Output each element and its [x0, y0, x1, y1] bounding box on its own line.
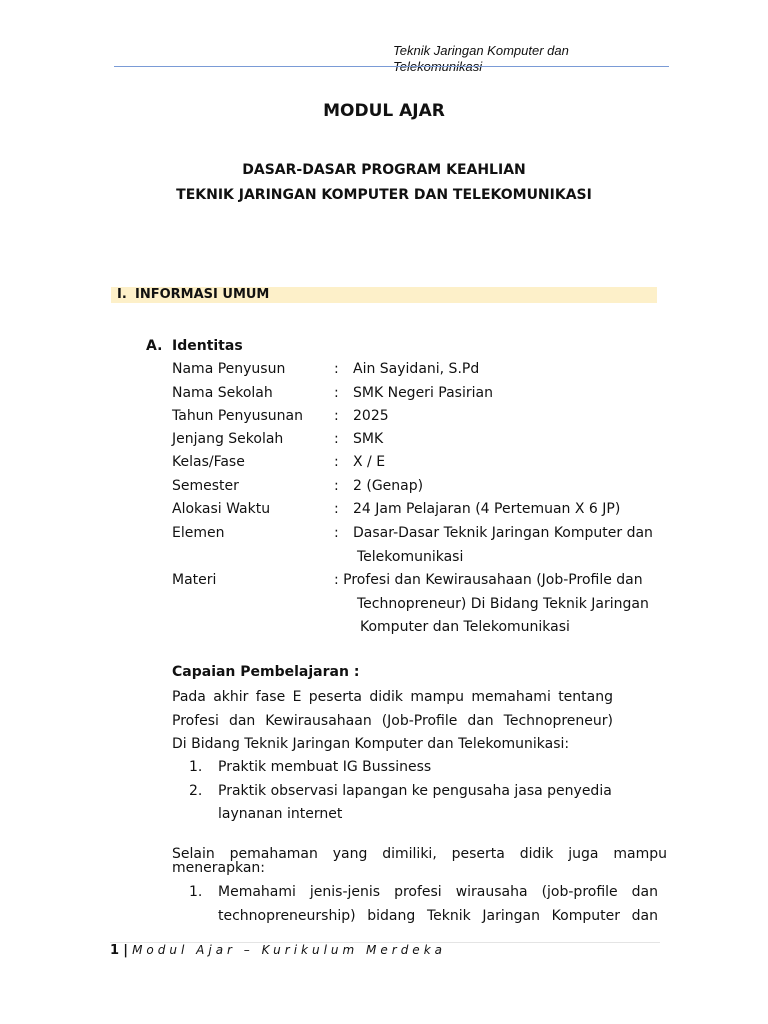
capaian-heading: Capaian Pembelajaran :	[172, 664, 360, 680]
selain-paragraph-line-1: Selain pemahaman yang dimiliki, peserta didik juga mampu	[172, 846, 667, 862]
list-item-continuation: technopreneurship) bidang Teknik Jaringan Komputer dan	[218, 908, 658, 924]
identitas-label: Kelas/Fase	[172, 454, 245, 470]
elemen-label: Elemen	[172, 525, 225, 541]
subsection-heading: Identitas	[172, 338, 243, 354]
capaian-paragraph-line-1: Pada akhir fase E peserta didik mampu memahami tentang	[172, 689, 613, 705]
list-item-number: 1.	[189, 759, 203, 775]
identitas-colon: :	[334, 431, 339, 447]
identitas-value: SMK Negeri Pasirian	[353, 385, 493, 401]
elemen-value-line-1: Dasar-Dasar Teknik Jaringan Komputer dan	[353, 525, 653, 541]
identitas-colon: :	[334, 525, 339, 541]
identitas-colon: :	[334, 385, 339, 401]
list-item-number: 2.	[189, 783, 203, 799]
page-footer	[110, 943, 446, 958]
footer-separator: |	[123, 943, 128, 958]
identitas-value: 2 (Genap)	[353, 478, 424, 494]
identitas-value: Ain Sayidani, S.Pd	[353, 361, 480, 377]
section-heading-bar	[111, 287, 657, 303]
materi-value-line-1: : Profesi dan Kewirausahaan (Job-Profile dan	[334, 572, 643, 588]
document-subtitle-2: TEKNIK JARINGAN KOMPUTER DAN TELEKOMUNIKASI	[176, 187, 592, 203]
elemen-value-line-2: Telekomunikasi	[357, 549, 464, 565]
capaian-paragraph-line-3: Di Bidang Teknik Jaringan Komputer dan Telekomunikasi:	[172, 736, 570, 752]
capaian-paragraph-line-2: Profesi dan Kewirausahaan (Job-Profile dan Technopreneur)	[172, 713, 613, 729]
identitas-value: SMK	[353, 431, 384, 447]
header-divider	[114, 66, 669, 67]
document-subtitle-1: DASAR-DASAR PROGRAM KEAHLIAN	[242, 162, 526, 178]
list-item: Praktik membuat IG Bussiness	[218, 759, 432, 775]
document-title: MODUL AJAR	[323, 101, 445, 121]
list-item-number: 1.	[189, 884, 203, 900]
materi-label: Materi	[172, 572, 217, 588]
materi-value-line-3: Komputer dan Telekomunikasi	[360, 619, 570, 635]
subsection-letter: A.	[146, 338, 163, 354]
identitas-label: Alokasi Waktu	[172, 501, 271, 517]
identitas-colon: :	[334, 408, 339, 424]
identitas-value: X / E	[353, 454, 386, 470]
identitas-colon: :	[334, 454, 339, 470]
list-item: Memahami jenis-jenis profesi wirausaha (job-profile dan	[218, 884, 658, 900]
identitas-label: Nama Sekolah	[172, 385, 273, 401]
list-item-continuation: laynanan internet	[218, 806, 343, 822]
identitas-colon: :	[334, 361, 339, 377]
identitas-label: Nama Penyusun	[172, 361, 286, 377]
identitas-label: Semester	[172, 478, 239, 494]
section-number: I.	[117, 287, 127, 302]
footer-text: Modul Ajar – Kurikulum Merdeka	[132, 943, 446, 957]
identitas-label: Jenjang Sekolah	[172, 431, 284, 447]
running-header: Teknik Jaringan Komputer dan Telekomunikasi	[393, 43, 569, 74]
section-title: INFORMASI UMUM	[135, 287, 270, 302]
identitas-value: 24 Jam Pelajaran (4 Pertemuan X 6 JP)	[353, 501, 621, 517]
selain-paragraph-line-2: menerapkan:	[172, 860, 265, 876]
identitas-label: Tahun Penyusunan	[172, 408, 303, 424]
identitas-value: 2025	[353, 408, 389, 424]
identitas-colon: :	[334, 478, 339, 494]
page-number: 1	[110, 943, 120, 958]
list-item: Praktik observasi lapangan ke pengusaha jasa penyedia	[218, 783, 612, 799]
identitas-colon: :	[334, 501, 339, 517]
materi-value-line-2: Technopreneur) Di Bidang Teknik Jaringan	[357, 596, 649, 612]
